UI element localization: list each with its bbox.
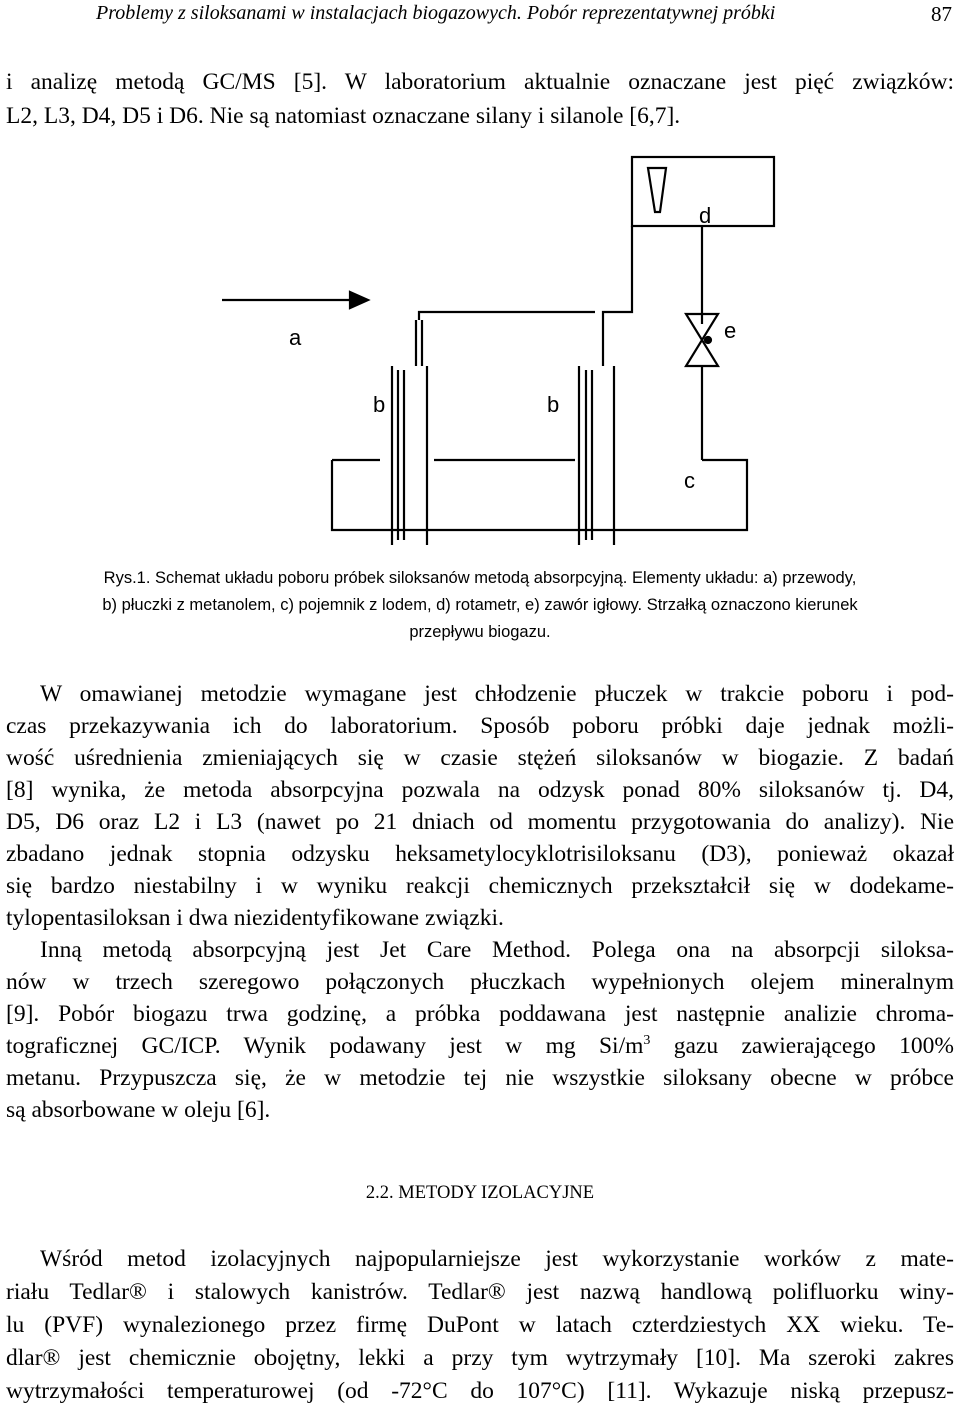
label-e: e	[724, 318, 737, 343]
paragraph-1-line-4: [8] wynika, że metoda absorpcyjna pozwala na odzysk ponad 80% siloksanów tj. D4,	[6, 777, 954, 803]
running-title: Problemy z siloksanami w instalacjach biogazowych. Pobór reprezentatywnej próbki	[96, 2, 776, 24]
scrubber-2-inlet-tube	[586, 370, 592, 540]
outlet-pipe	[603, 226, 632, 318]
flow-arrow-head	[350, 292, 368, 308]
paragraph-3-line-2: riału Tedlar® i stalowych kanistrów. Tedlar® jest nazwą handlową polifluorku winy-	[6, 1279, 954, 1305]
paragraph-2-line-4	[6, 1030, 954, 1062]
paragraph-2-line-4-tail: gazu zawierającego 100%	[650, 1033, 954, 1059]
label-a: a	[289, 325, 302, 350]
paragraph-2-line-2: nów w trzech szeregowo połączonych płuczkach wypełnionych olejem mineralnym	[6, 969, 954, 995]
rotameter-float	[648, 168, 666, 212]
label-b-2: b	[547, 392, 560, 417]
paragraph-2-line-1: Inną metodą absorpcyjną jest Jet Care Method. Polega ona na absorpcji siloksa-	[40, 937, 954, 963]
intro-line-2: L2, L3, D4, D5 i D6. Nie są natomiast oznaczane silany i silanole [6,7].	[6, 103, 681, 129]
section-heading: 2.2. METODY IZOLACYJNE	[365, 1183, 595, 1203]
paragraph-1-line-6: zbadano jednak stopnia odzysku heksametylocyklotrisiloksanu (D3), ponieważ okazał	[6, 841, 954, 867]
scrubber-2-vessel	[579, 366, 614, 545]
paragraph-1-line-2: czas przekazywania ich do laboratorium. Sposób poboru próbki daje jednak możli-	[6, 713, 954, 739]
label-b-1: b	[373, 392, 386, 417]
connecting-pipe	[419, 312, 595, 320]
intro-line-1: i analizę metodą GC/MS [5]. W laboratorium aktualnie oznaczane jest pięć związków:	[6, 69, 954, 95]
absorption-schematic-diagram	[0, 150, 960, 545]
figure-caption-line-3: przepływu biogazu.	[409, 623, 551, 641]
scrubber-1-inlet-tube	[398, 370, 404, 540]
paragraph-2-line-4-text: tograficznej GC/ICP. Wynik podawany jest w mg Si/m	[6, 1033, 644, 1059]
running-header	[0, 0, 960, 30]
label-d: d	[699, 203, 712, 228]
figure-caption-line-2: b) płuczki z metanolem, c) pojemnik z lodem, d) rotametr, e) zawór igłowy. Strzałką oznaczono kierunek	[102, 596, 858, 614]
page-number: 87	[931, 2, 952, 26]
scrubber-1-outlet-tube	[416, 320, 422, 366]
paragraph-1-line-8: tylopentasiloksan i dwa niezidentyfikowane związki.	[6, 905, 504, 931]
paragraph-2-line-5: metanu. Przypuszcza się, że w metodzie tej nie wszystkie siloksany obecne w próbce	[6, 1065, 954, 1091]
paragraph-3-line-1: Wśród metod izolacyjnych najpopularniejsze jest wykorzystanie worków z mate-	[40, 1246, 954, 1272]
paragraph-2-line-6: są absorbowane w oleju [6].	[6, 1097, 271, 1123]
figure-caption-line-1: Rys.1. Schemat układu poboru próbek siloksanów metodą absorpcyjną. Elementy układu: a) przewody,	[103, 569, 857, 587]
paragraph-3-line-5: wytrzymałości temperaturowej (od -72°C do 107°C) [11]. Wykazuje niską przepusz-	[6, 1378, 954, 1404]
paragraph-1-line-7: się bardzo niestabilny i w wyniku reakcji chemicznych przekształcił się w dodekame-	[6, 873, 954, 899]
paragraph-3-line-4: dlar® jest chemicznie obojętny, lekki a przy tym wytrzymały [10]. Ma szeroki zakres	[6, 1345, 954, 1371]
paragraph-2-line-3: [9]. Pobór biogazu trwa godzinę, a próbka poddawana jest następnie analizie chroma-	[6, 1001, 954, 1027]
paragraph-1-line-5: D5, D6 oraz L2 i L3 (nawet po 21 dniach od momentu przygotowania do analizy). Nie	[6, 809, 954, 835]
paragraph-1-line-3: wość uśrednienia zmieniających się w czasie stężeń siloksanów w biogazie. Z badań	[6, 745, 954, 771]
paragraph-1-line-1: W omawianej metodzie wymagane jest chłodzenie płuczek w trakcie poboru i pod-	[40, 681, 954, 707]
paragraph-3-line-3: lu (PVF) wynalezionego przez firmę DuPont w latach czterdziestych XX wieku. Te-	[6, 1312, 954, 1338]
valve-stem	[705, 337, 711, 343]
superscript-3: 3	[643, 1033, 651, 1048]
label-c: c	[684, 468, 695, 493]
